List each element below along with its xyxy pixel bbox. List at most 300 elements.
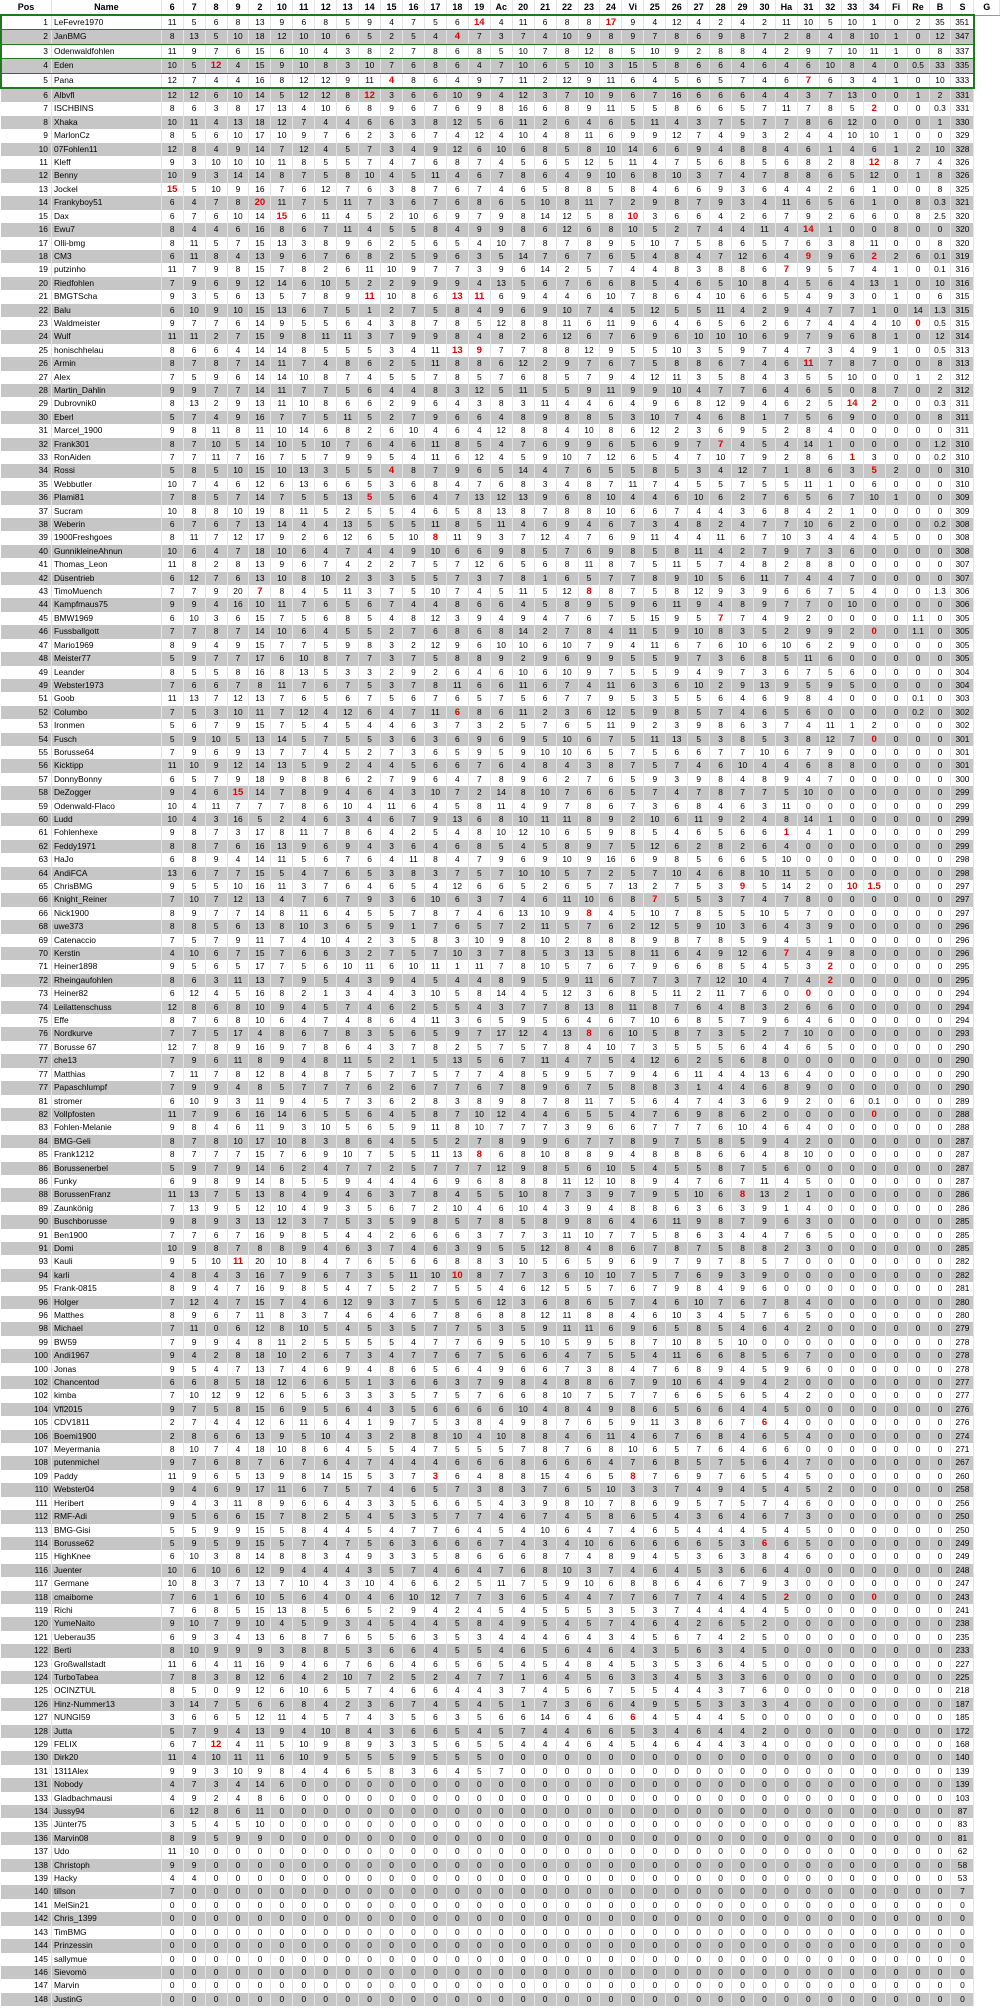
score-cell: 4 <box>403 1242 425 1255</box>
score-cell: 3 <box>666 974 688 987</box>
total-points-cell: 308 <box>951 545 974 558</box>
score-cell: 8 <box>271 920 293 933</box>
score-cell: 0 <box>907 518 929 531</box>
score-cell: 0 <box>863 652 885 665</box>
player-name: Andi1967 <box>51 1349 161 1362</box>
score-cell: 6 <box>490 1202 512 1215</box>
score-cell: 0 <box>885 1631 907 1644</box>
score-cell: 9 <box>183 907 205 920</box>
score-cell: 8 <box>227 196 249 209</box>
score-cell: 4 <box>446 129 468 142</box>
score-cell: 7 <box>732 451 754 464</box>
score-cell: 7 <box>293 357 315 370</box>
score-cell: 9 <box>468 73 490 88</box>
score-cell: 16 <box>249 183 271 196</box>
score-cell: 4 <box>403 143 425 156</box>
score-cell: 0 <box>863 1456 885 1469</box>
score-cell: 14 <box>249 491 271 504</box>
score-cell: 8 <box>271 826 293 839</box>
score-cell: 5 <box>556 960 578 973</box>
score-cell: 8 <box>227 1001 249 1014</box>
score-cell: 11 <box>249 1121 271 1134</box>
score-cell: 7 <box>732 1014 754 1027</box>
score-cell: 2 <box>534 880 556 893</box>
score-cell: 1 <box>929 116 951 129</box>
score-cell: 5 <box>468 317 490 330</box>
rank-cell: 17 <box>1 237 51 250</box>
score-cell: 8 <box>710 934 732 947</box>
score-cell: 4 <box>293 1054 315 1067</box>
player-name: Borusse64 <box>51 746 161 759</box>
score-cell: 10 <box>578 424 600 437</box>
score-cell: 9 <box>688 1470 710 1483</box>
score-cell: 5 <box>819 666 841 679</box>
score-cell: 0 <box>907 639 929 652</box>
score-cell: 6 <box>688 210 710 223</box>
score-cell: 9 <box>161 1617 183 1630</box>
score-cell: 4 <box>754 759 776 772</box>
score-cell: 14 <box>797 223 819 236</box>
table-row <box>1 73 1000 88</box>
score-cell: 9 <box>205 853 227 866</box>
score-cell: 6 <box>161 1631 183 1644</box>
score-cell: 9 <box>666 572 688 585</box>
score-cell: 6 <box>556 1081 578 1094</box>
score-cell: 15 <box>161 183 183 196</box>
player-name: Catenaccio <box>51 934 161 947</box>
score-cell: 4 <box>666 786 688 799</box>
score-cell: 2 <box>359 277 381 290</box>
score-cell: 5 <box>644 666 666 679</box>
total-points-cell: 285 <box>951 1242 974 1255</box>
score-cell: 4 <box>754 1229 776 1242</box>
score-cell: 0.2 <box>907 706 929 719</box>
score-cell: 7 <box>446 1322 468 1335</box>
score-cell: 6 <box>490 1054 512 1067</box>
score-cell: 5 <box>446 1658 468 1671</box>
score-cell: 7 <box>403 15 425 30</box>
score-cell: 6 <box>644 438 666 451</box>
score-cell: 10 <box>600 1175 622 1188</box>
score-cell: 4 <box>754 73 776 88</box>
score-cell: 7 <box>468 1215 490 1228</box>
player-name: Heribert <box>51 1497 161 1510</box>
rank-cell: 69 <box>1 934 51 947</box>
score-cell: 6 <box>490 880 512 893</box>
score-cell: 0 <box>819 1322 841 1335</box>
score-cell: 7 <box>841 491 863 504</box>
total-points-cell: 298 <box>951 853 974 866</box>
score-cell: 5 <box>468 1282 490 1295</box>
score-cell: 0 <box>819 1296 841 1309</box>
score-cell: 6 <box>732 719 754 732</box>
score-cell: 6 <box>315 907 337 920</box>
score-cell: 0 <box>841 853 863 866</box>
score-cell: 6 <box>556 1255 578 1268</box>
score-cell: 0 <box>907 974 929 987</box>
score-cell: 5 <box>644 625 666 638</box>
score-cell: 9 <box>227 183 249 196</box>
total-points-cell: 302 <box>951 706 974 719</box>
score-cell: 10 <box>622 1443 644 1456</box>
score-cell: 8 <box>556 1497 578 1510</box>
score-cell: 0 <box>841 1363 863 1376</box>
score-cell: 0 <box>797 1336 819 1349</box>
score-cell: 7 <box>337 1095 359 1108</box>
score-cell: 0 <box>907 1456 929 1469</box>
score-cell: 7 <box>797 746 819 759</box>
score-cell: 8 <box>534 1430 556 1443</box>
score-cell: 4 <box>315 116 337 129</box>
score-cell: 2 <box>381 1671 403 1684</box>
score-cell: 8 <box>161 397 183 410</box>
score-cell: 6 <box>271 652 293 665</box>
score-cell: 3 <box>359 1269 381 1282</box>
player-name: Benny <box>51 169 161 182</box>
score-cell: 9 <box>710 1363 732 1376</box>
score-cell: 6 <box>841 666 863 679</box>
score-cell: 6 <box>710 1416 732 1429</box>
score-cell: 10 <box>403 1591 425 1604</box>
score-cell: 0 <box>907 947 929 960</box>
score-cell: 8 <box>315 237 337 250</box>
score-cell: 6 <box>315 1497 337 1510</box>
score-cell: 4 <box>446 30 468 44</box>
score-cell: 2 <box>775 558 797 571</box>
player-name: Heiner1898 <box>51 960 161 973</box>
score-cell: 0 <box>929 1108 951 1121</box>
score-cell: 0 <box>841 1631 863 1644</box>
score-cell: 6 <box>512 183 534 196</box>
score-cell: 4 <box>578 397 600 410</box>
score-cell: 7 <box>622 518 644 531</box>
score-cell: 8 <box>666 30 688 44</box>
score-cell: 5 <box>227 438 249 451</box>
score-cell: 4 <box>490 88 512 102</box>
player-name: Jonas <box>51 1363 161 1376</box>
column-header: Ha <box>775 0 797 15</box>
score-cell: 18 <box>249 30 271 44</box>
rank-cell: 70 <box>1 947 51 960</box>
score-cell: 3 <box>754 129 776 142</box>
score-cell: 10 <box>446 1430 468 1443</box>
score-cell: 6 <box>578 464 600 477</box>
score-cell: 9 <box>863 344 885 357</box>
score-cell: 8 <box>271 907 293 920</box>
score-cell: 12 <box>578 156 600 169</box>
score-cell: 8 <box>227 558 249 571</box>
score-cell: 5 <box>819 196 841 209</box>
score-cell: 7 <box>534 719 556 732</box>
score-cell: 11 <box>271 880 293 893</box>
score-cell: 10 <box>775 531 797 544</box>
score-cell: 11 <box>754 223 776 236</box>
player-name: Funky <box>51 1175 161 1188</box>
score-cell: 6 <box>754 183 776 196</box>
score-cell: 11 <box>512 706 534 719</box>
score-cell: 0 <box>929 1564 951 1577</box>
score-cell: 10 <box>666 1336 688 1349</box>
score-cell: 5 <box>183 371 205 384</box>
score-cell: 4 <box>381 759 403 772</box>
score-cell: 11 <box>183 116 205 129</box>
score-cell: 4 <box>797 304 819 317</box>
score-cell: 9 <box>775 679 797 692</box>
score-cell: 5 <box>403 1497 425 1510</box>
score-cell: 7 <box>205 1188 227 1201</box>
score-cell: 3 <box>381 679 403 692</box>
score-cell: 6 <box>381 116 403 129</box>
score-cell: 6 <box>754 826 776 839</box>
score-cell: 6 <box>732 1148 754 1161</box>
score-cell: 9 <box>271 250 293 263</box>
score-cell: 7 <box>468 1510 490 1523</box>
column-header: Ac <box>490 0 512 15</box>
score-cell: 3 <box>359 1349 381 1362</box>
total-points-cell: 304 <box>951 679 974 692</box>
score-cell: 7 <box>797 330 819 343</box>
score-cell: 5 <box>644 344 666 357</box>
score-cell: 7 <box>666 411 688 424</box>
score-cell: 0 <box>907 880 929 893</box>
rank-cell: 10 <box>1 143 51 156</box>
score-cell: 8 <box>534 1215 556 1228</box>
score-cell: 0 <box>819 1577 841 1590</box>
score-cell: 0 <box>885 1510 907 1523</box>
score-cell: 4 <box>315 1537 337 1550</box>
score-cell: 4 <box>841 344 863 357</box>
score-cell: 6 <box>775 357 797 370</box>
score-cell: 7 <box>161 934 183 947</box>
score-cell: 0 <box>907 44 929 58</box>
score-cell: 10 <box>556 30 578 44</box>
score-cell: 0 <box>929 531 951 544</box>
score-cell: 8 <box>490 1215 512 1228</box>
score-cell: 6 <box>600 116 622 129</box>
score-cell: 8 <box>666 196 688 209</box>
score-cell: 4 <box>468 1470 490 1483</box>
score-cell: 10 <box>600 169 622 182</box>
score-cell: 10 <box>863 30 885 44</box>
score-cell: 4 <box>227 1081 249 1094</box>
score-cell: 0 <box>907 759 929 772</box>
score-cell: 7 <box>271 786 293 799</box>
score-cell: 10 <box>271 424 293 437</box>
table-row <box>1 357 1000 370</box>
score-cell: 8 <box>227 263 249 276</box>
score-cell: 5 <box>249 813 271 826</box>
score-cell: 4 <box>666 1564 688 1577</box>
score-cell: 2 <box>732 1631 754 1644</box>
score-cell: 5 <box>775 786 797 799</box>
score-cell: 9 <box>337 1363 359 1376</box>
score-cell: 8 <box>512 169 534 182</box>
score-cell: 7 <box>227 1363 249 1376</box>
score-cell: 5 <box>293 1430 315 1443</box>
score-cell: 4 <box>403 974 425 987</box>
score-cell: 0 <box>863 1014 885 1027</box>
score-cell: 7 <box>446 1483 468 1496</box>
score-cell: 6 <box>600 397 622 410</box>
score-cell: 10 <box>578 1229 600 1242</box>
score-cell: 4 <box>359 759 381 772</box>
table-row <box>1 1041 1000 1054</box>
score-cell: 6 <box>381 880 403 893</box>
score-cell: 6 <box>732 1108 754 1121</box>
score-cell: 0 <box>819 1336 841 1349</box>
score-cell: 7 <box>688 786 710 799</box>
score-cell: 10 <box>512 1403 534 1416</box>
score-cell: 4 <box>205 143 227 156</box>
score-cell: 5 <box>183 1510 205 1523</box>
score-cell: 15 <box>249 464 271 477</box>
player-name: che13 <box>51 1054 161 1067</box>
rank-cell: 99 <box>1 1336 51 1349</box>
score-cell: 8 <box>512 478 534 491</box>
score-cell: 12 <box>534 531 556 544</box>
score-cell: 5 <box>403 1135 425 1148</box>
table-row <box>1 1617 1000 1630</box>
score-cell: 0.2 <box>929 451 951 464</box>
score-cell: 5 <box>490 1014 512 1027</box>
score-cell: 4 <box>205 1416 227 1429</box>
score-cell: 4 <box>512 518 534 531</box>
score-cell: 0 <box>841 1336 863 1349</box>
score-cell: 5 <box>710 1041 732 1054</box>
score-cell: 6 <box>710 867 732 880</box>
player-name: cmaiborne <box>51 1591 161 1604</box>
table-row <box>1 1175 1000 1188</box>
table-row <box>1 920 1000 933</box>
score-cell: 0 <box>797 800 819 813</box>
rank-cell: 38 <box>1 518 51 531</box>
rank-cell: 93 <box>1 1255 51 1268</box>
score-cell: 5 <box>644 59 666 73</box>
score-cell: 7 <box>468 1376 490 1389</box>
score-cell: 9 <box>732 880 754 893</box>
score-cell: 7 <box>315 733 337 746</box>
score-cell: 8 <box>315 1041 337 1054</box>
score-cell: 7 <box>227 518 249 531</box>
table-row <box>1 250 1000 263</box>
score-cell: 9 <box>512 773 534 786</box>
score-cell: 6 <box>819 451 841 464</box>
score-cell: 10 <box>227 505 249 518</box>
score-cell: 0 <box>929 1430 951 1443</box>
column-header: 28 <box>710 0 732 15</box>
score-cell: 7 <box>359 1456 381 1469</box>
score-cell: 3 <box>381 1376 403 1389</box>
score-cell: 1.5 <box>863 880 885 893</box>
score-cell: 5 <box>841 585 863 598</box>
score-cell: 6 <box>775 1349 797 1362</box>
score-cell: 4 <box>556 290 578 303</box>
score-cell: 4 <box>381 1577 403 1590</box>
column-header: 23 <box>578 0 600 15</box>
score-cell: 6 <box>600 518 622 531</box>
score-cell: 7 <box>644 1363 666 1376</box>
score-cell: 2 <box>775 1376 797 1389</box>
score-cell: 4 <box>666 518 688 531</box>
score-cell: 0 <box>819 1269 841 1282</box>
score-cell: 7 <box>819 585 841 598</box>
score-cell: 5 <box>622 44 644 58</box>
score-cell: 4 <box>775 840 797 853</box>
score-cell: 0 <box>841 1202 863 1215</box>
score-cell: 5 <box>819 384 841 397</box>
score-cell: 6 <box>205 1014 227 1027</box>
player-name: Frank-0815 <box>51 1282 161 1295</box>
score-cell: 4 <box>512 800 534 813</box>
score-cell: 2 <box>622 920 644 933</box>
score-cell: 7 <box>622 1376 644 1389</box>
score-cell: 6 <box>183 1658 205 1671</box>
score-cell: 2.5 <box>929 210 951 223</box>
score-cell: 8 <box>732 44 754 58</box>
score-cell: 10 <box>841 129 863 142</box>
score-cell: 6 <box>512 1550 534 1563</box>
score-cell: 13 <box>512 907 534 920</box>
score-cell: 12 <box>644 1054 666 1067</box>
score-cell: 0 <box>797 1443 819 1456</box>
score-cell: 5 <box>622 692 644 705</box>
rank-cell: 22 <box>1 304 51 317</box>
score-cell: 7 <box>446 719 468 732</box>
score-cell: 6 <box>710 88 732 102</box>
score-cell: 0 <box>819 1255 841 1268</box>
score-cell: 5 <box>797 1470 819 1483</box>
score-cell: 4 <box>446 169 468 182</box>
score-cell: 3 <box>490 531 512 544</box>
score-cell: 9 <box>534 451 556 464</box>
score-cell: 9 <box>534 853 556 866</box>
score-cell: 9 <box>205 1524 227 1537</box>
score-cell: 12 <box>161 143 183 156</box>
score-cell: 11 <box>227 974 249 987</box>
score-cell: 8 <box>205 1242 227 1255</box>
score-cell: 7 <box>578 371 600 384</box>
score-cell: 6 <box>578 290 600 303</box>
player-name: AndiFCA <box>51 867 161 880</box>
table-row <box>1 1376 1000 1389</box>
score-cell: 5 <box>622 116 644 129</box>
score-cell: 9 <box>732 129 754 142</box>
rank-cell: 77 <box>1 1041 51 1054</box>
score-cell: 2 <box>797 1389 819 1402</box>
score-cell: 3 <box>688 344 710 357</box>
score-cell: 5 <box>797 1537 819 1550</box>
rank-cell: 89 <box>1 1202 51 1215</box>
score-cell: 10 <box>797 1148 819 1161</box>
score-cell: 5 <box>315 196 337 209</box>
score-cell: 7 <box>578 304 600 317</box>
score-cell: 8 <box>424 223 446 236</box>
score-cell: 5 <box>534 384 556 397</box>
score-cell: 12 <box>732 947 754 960</box>
score-cell: 14 <box>249 1162 271 1175</box>
score-cell: 10 <box>556 1389 578 1402</box>
score-cell: 7 <box>293 116 315 129</box>
total-points-cell: 315 <box>951 304 974 317</box>
score-cell: 12 <box>249 1416 271 1429</box>
score-cell: 3 <box>381 572 403 585</box>
table-row <box>1 813 1000 826</box>
score-cell: 4 <box>797 1202 819 1215</box>
score-cell: 9 <box>161 1403 183 1416</box>
score-cell: 3 <box>359 1644 381 1657</box>
score-cell: 5 <box>622 1095 644 1108</box>
score-cell: 6 <box>644 317 666 330</box>
